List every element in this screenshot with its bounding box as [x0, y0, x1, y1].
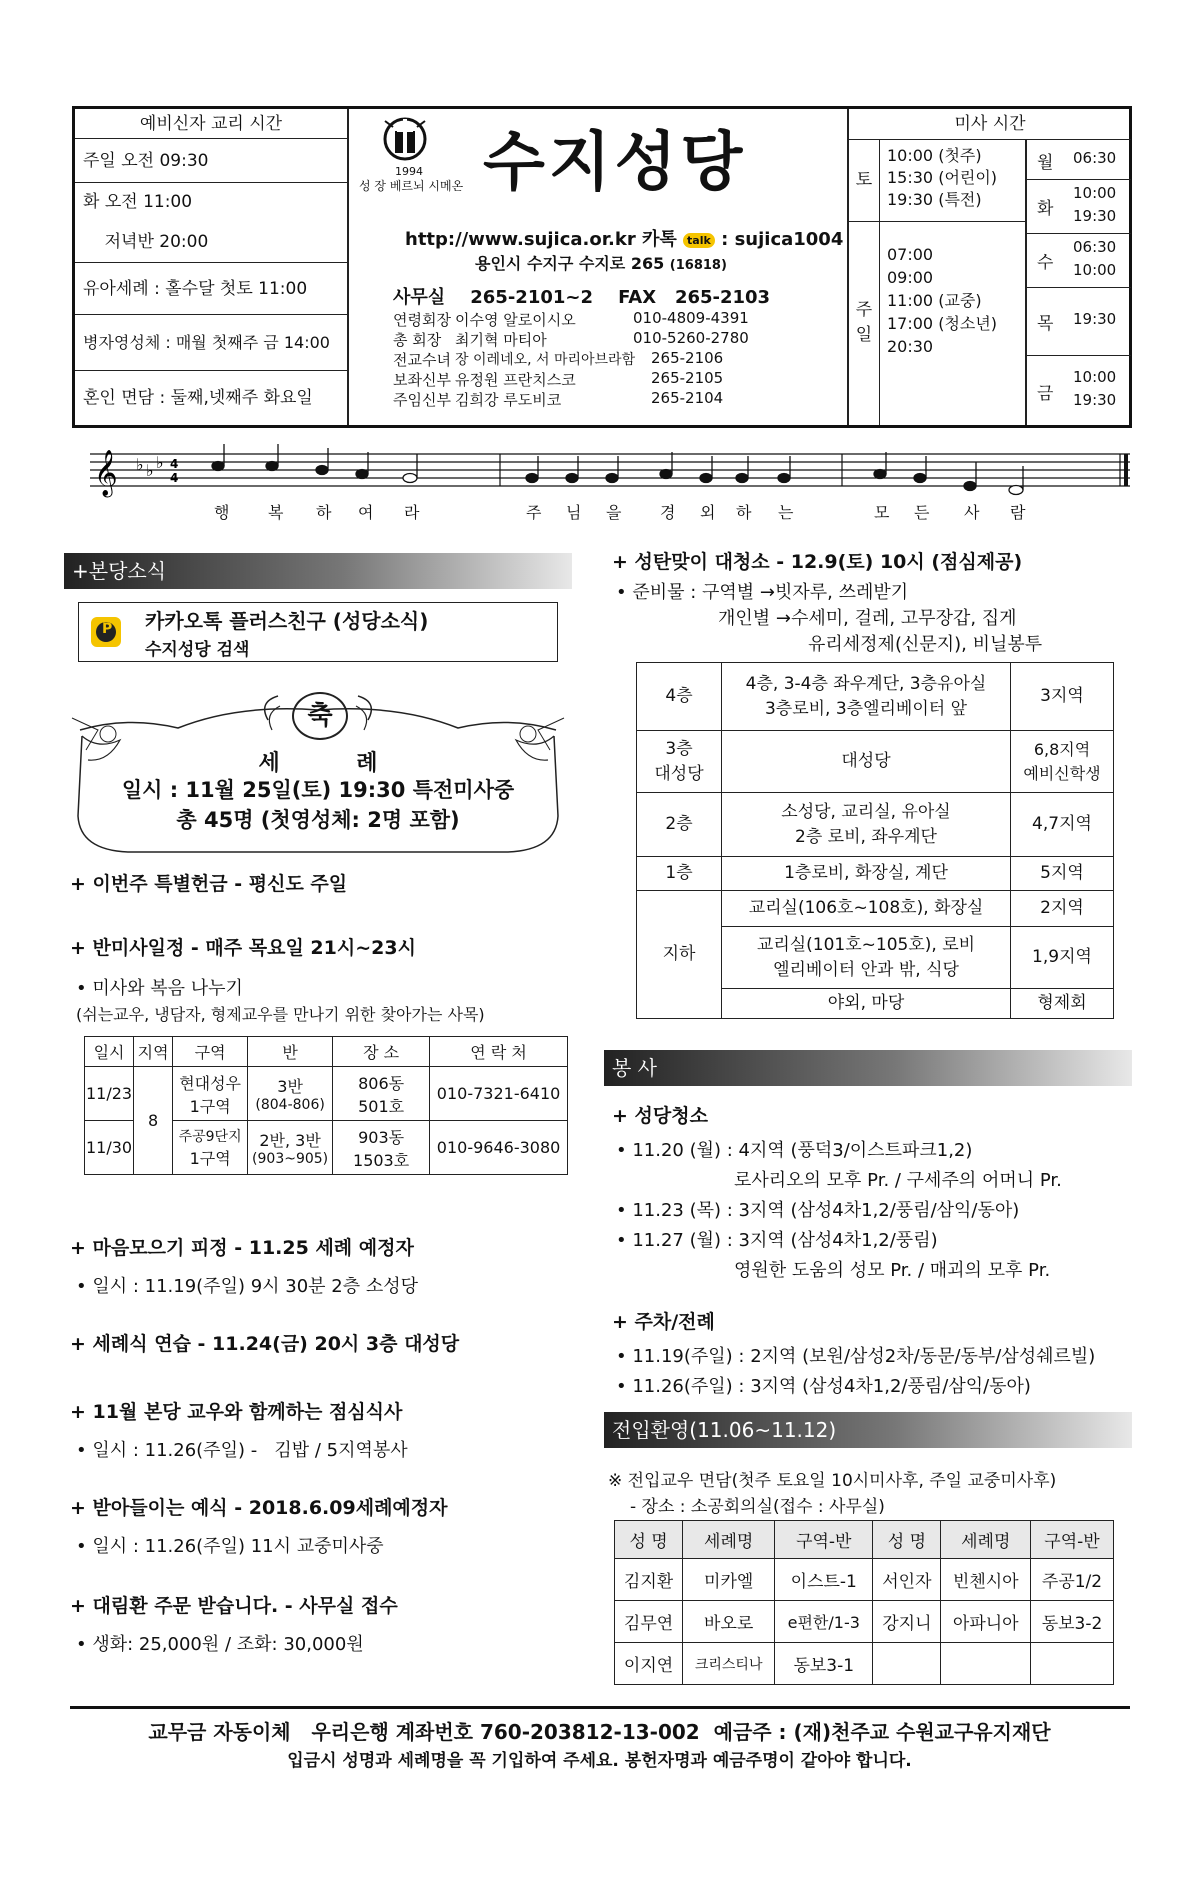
contact-name: 장 이레네오, 서 마리아브라함	[455, 352, 636, 368]
column-header: 반	[248, 1037, 333, 1067]
unit: 501호	[358, 1096, 405, 1116]
weekday-label: 화	[1037, 199, 1054, 219]
table-row	[637, 663, 1114, 731]
contact-row	[393, 309, 793, 329]
area-cell: 교리실(101호~105호), 로비 엘리베이터 안과 밖, 식당	[722, 927, 1011, 989]
date-cell: 11/23	[85, 1067, 134, 1121]
weekday-row	[1027, 287, 1131, 356]
lyric: 람	[1010, 503, 1026, 522]
baptism-date: 일시 : 11월 25일(토) 19:30 특전미사중	[121, 778, 515, 802]
mass-time: 15:30 (어린이)	[887, 168, 998, 187]
weekday-mass	[1027, 139, 1131, 425]
catechism-title: 예비신자 교리 시간	[75, 109, 347, 139]
contact-role: 전교수녀	[393, 351, 451, 369]
table-row	[637, 793, 1114, 857]
contact-row	[393, 329, 793, 349]
mass-time: 10:00 (첫주)	[887, 146, 982, 165]
lyric: 라	[404, 503, 420, 522]
cleaning-prep: • 준비물 : 구역별 →빗자루, 쓰레받기	[616, 582, 909, 603]
lyric: 을	[606, 503, 622, 522]
lyric: 여	[358, 503, 374, 522]
floor-cell: 3층 대성당	[637, 731, 722, 793]
section-welcome: 전입환영(11.06~11.12)	[604, 1412, 1132, 1448]
contact-web	[405, 225, 843, 251]
music-notation-icon	[90, 440, 1130, 502]
weekday-label: 수	[1037, 253, 1054, 273]
zone-cell	[173, 1121, 248, 1175]
svg-text:𝄞: 𝄞	[94, 450, 118, 496]
name-cell: 김지환	[615, 1559, 683, 1601]
mass-time: 10:00	[1073, 368, 1117, 386]
team-cell: 2지역	[1011, 891, 1114, 927]
half-mass-note: (쉬는교우, 냉담자, 형제교우를 만나기 위한 찾아가는 사목)	[76, 1005, 485, 1024]
mass-time: 19:30 (특전)	[887, 190, 982, 209]
contact-role: 보좌신부	[393, 371, 451, 389]
contact-cell: 010-9646-3080	[430, 1121, 568, 1175]
masthead	[72, 106, 1132, 428]
date-cell: 11/30	[85, 1121, 134, 1175]
mass-time: 17:00 (청소년)	[887, 314, 998, 333]
music-staff	[90, 440, 1130, 530]
news-item-title: + 받아들이는 예식 - 2018.6.09세례예정자	[70, 1497, 448, 1519]
address-text: 용인시 수지구 수지로 265	[475, 254, 665, 273]
celebration-badge: 축	[292, 692, 348, 740]
contact-role: 연령회장	[393, 311, 451, 329]
kakao-plus-friend-box[interactable]	[78, 602, 558, 662]
column-header: 구역-반	[775, 1521, 873, 1559]
area-cell: 1층로비, 화장실, 계단	[722, 857, 1011, 891]
contact-phone: 010-5260-2780	[633, 329, 749, 347]
table-row	[637, 857, 1114, 891]
svg-text:♭: ♭	[136, 455, 144, 474]
place-cell	[333, 1121, 430, 1175]
zone-sub: 1구역	[189, 1149, 231, 1168]
church-cleaning-title: + 성당청소	[612, 1105, 708, 1127]
column-header: 지역	[134, 1037, 173, 1067]
special-offering: + 이번주 특별헌금 - 평신도 주일	[70, 873, 348, 895]
name-cell: 이지연	[615, 1643, 683, 1685]
cleaning-title: + 성탄맞이 대청소 - 12.9(토) 10시 (점심제공)	[612, 551, 1023, 573]
weekday-row	[1027, 233, 1131, 288]
baptismal-name-cell: 미카엘	[683, 1559, 775, 1601]
half-mass-bullet: • 미사와 복음 나누기	[76, 978, 243, 999]
service-line: • 11.20 (월) : 4지역 (풍덕3/이스트파크1,2)	[616, 1140, 973, 1161]
table-row	[637, 731, 1114, 793]
contact-name: 김희강 루도비코	[455, 391, 562, 409]
weekday-label: 목	[1037, 314, 1054, 334]
service-line: • 11.23 (목) : 3지역 (삼성4차1,2/풍림/삼익/동아)	[616, 1200, 1020, 1221]
area-cell: 교리실(106호~108호), 화장실	[722, 891, 1011, 927]
mass-schedule	[847, 109, 1131, 425]
name-cell: 서인자	[873, 1559, 941, 1601]
kakao-talk-icon: talk	[683, 233, 715, 248]
contacts-list	[393, 309, 793, 409]
weekday-row	[1027, 355, 1131, 425]
mass-title: 미사 시간	[849, 109, 1131, 140]
welcome-location: - 장소 : 소공회의실(접수 : 사무실)	[630, 1497, 885, 1517]
section-parish-news: +본당소식	[64, 553, 572, 589]
news-item-title: + 세례식 연습 - 11.24(금) 20시 3층 대성당	[70, 1333, 460, 1355]
office-line	[393, 283, 770, 309]
news-item-detail: • 일시 : 11.26(주일) 11시 교중미사중	[76, 1536, 384, 1557]
district-cell: 이스트-1	[775, 1559, 873, 1601]
tithe-account: 교무금 자동이체 우리은행 계좌번호 760-203812-13-002 예금주 : (재)천주교 수원교구유지재단	[148, 1720, 1051, 1744]
ban-range: (804-806)	[255, 1097, 325, 1113]
sunday-times	[887, 243, 997, 358]
area-cell: 대성당	[722, 731, 1011, 793]
zone-name: 주공9단지	[178, 1129, 242, 1145]
fax-number: 265-2103	[674, 287, 771, 308]
baptism-banner	[68, 690, 568, 858]
team-cell: 6,8지역 예비신학생	[1011, 731, 1114, 793]
mass-time: 11:00 (교중)	[887, 291, 982, 310]
column-header: 성 명	[615, 1521, 683, 1559]
catechism-schedule	[75, 109, 349, 425]
weekend-mass	[849, 139, 1027, 425]
contact-name: 이수영 알로이시오	[455, 311, 576, 329]
column-header: 성 명	[873, 1521, 941, 1559]
area-cell: 야외, 마당	[722, 989, 1011, 1019]
lyric: 사	[964, 503, 980, 522]
column-header: 구역-반	[1031, 1521, 1114, 1559]
team-cell: 형제회	[1011, 989, 1114, 1019]
mass-time: 19:30	[1073, 391, 1117, 409]
contact-name: 유정원 프란치스코	[455, 371, 576, 389]
parking-line: • 11.19(주일) : 2지역 (보원/삼성2차/동문/동부/삼성쉐르빌)	[616, 1346, 1096, 1367]
team-cell: 3지역	[1011, 663, 1114, 731]
area-cell: 소성당, 교리실, 유아실 2층 로비, 좌우계단	[722, 793, 1011, 857]
contact-cell: 010-7321-6410	[430, 1067, 568, 1121]
contact-row	[393, 389, 793, 409]
building: 806동	[358, 1073, 405, 1093]
half-mass-table	[84, 1036, 568, 1175]
cleaning-prep: 개인별 →수세미, 걸레, 고무장갑, 집게	[718, 608, 1017, 629]
ban-range: (903~905)	[252, 1151, 329, 1167]
lyric: 하	[316, 503, 332, 522]
kakao-box-title: 카카오톡 플러스친구 (성당소식)	[145, 609, 429, 633]
news-item-title: + 대림환 주문 받습니다. - 사무실 접수	[70, 1595, 398, 1617]
zone-sub: 1구역	[189, 1096, 231, 1116]
name-cell: 김무연	[615, 1601, 683, 1643]
office-label: 사무실	[393, 287, 446, 308]
table-row	[637, 891, 1114, 927]
footer-divider	[70, 1706, 1130, 1709]
district-cell: 동보3-1	[775, 1643, 873, 1685]
zone-name: 현대성우	[179, 1073, 242, 1093]
team-cell: 4,7지역	[1011, 793, 1114, 857]
place-cell	[333, 1067, 430, 1121]
column-header: 구역	[173, 1037, 248, 1067]
weekday-label: 월	[1037, 153, 1054, 173]
ban-name: 3반	[277, 1077, 303, 1096]
lyric: 경	[660, 503, 676, 522]
table-row	[615, 1559, 1114, 1601]
news-item-title: + 마음모으기 피정 - 11.25 세례 예정자	[70, 1237, 414, 1259]
floor-cell: 2층	[637, 793, 722, 857]
district-cell: 주공1/2	[1031, 1559, 1114, 1601]
column-header: 세례명	[683, 1521, 775, 1559]
baptismal-name-cell: 아파니아	[941, 1601, 1031, 1643]
parking-title: + 주차/전례	[612, 1311, 715, 1333]
svg-text:4: 4	[170, 457, 179, 471]
district-cell: 동보3-2	[1031, 1601, 1114, 1643]
postal-code: (16818)	[669, 258, 727, 273]
kakao-plus-icon: P	[91, 617, 121, 647]
baptism-title: 세 례	[258, 751, 378, 776]
lyric: 님	[566, 503, 582, 522]
table-row	[85, 1067, 568, 1121]
contact-phone: 010-4809-4391	[633, 309, 749, 327]
mass-time: 06:30	[1073, 149, 1117, 167]
logo-year: 1994	[395, 165, 423, 178]
baptismal-name-cell: 바오로	[683, 1601, 775, 1643]
contact-phone: 265-2105	[651, 369, 724, 387]
baptismal-name-cell: 크리스티나	[683, 1643, 775, 1685]
floor-cell: 1층	[637, 857, 722, 891]
lyric: 주	[526, 503, 542, 522]
service-line: 로사리오의 모후 Pr. / 구세주의 어머니 Pr.	[734, 1170, 1062, 1191]
lyric: 하	[736, 503, 752, 522]
kakao-id: : sujica1004	[721, 229, 844, 250]
catechism-row: 화 오전 11:00	[83, 192, 193, 212]
team-cell: 1,9지역	[1011, 927, 1114, 989]
district-cell	[1031, 1643, 1114, 1685]
lyric: 행	[214, 503, 230, 522]
mass-time: 07:00	[887, 245, 934, 264]
kakao-box-subtitle: 수지성당 검색	[145, 640, 250, 660]
team-cell: 5지역	[1011, 857, 1114, 891]
office-phone: 265-2101~2	[470, 287, 593, 308]
lyrics	[90, 500, 1130, 524]
contact-role: 총 회장	[393, 331, 442, 349]
district-cell: e편한/1-3	[775, 1601, 873, 1643]
sick-communion-row: 병자영성체 : 매월 첫째주 금 14:00	[75, 315, 347, 371]
catechism-row: 주일 오전 09:30	[75, 139, 347, 183]
building: 903동	[358, 1127, 405, 1147]
contact-phone: 265-2106	[651, 349, 724, 367]
mass-time: 10:00	[1073, 184, 1117, 202]
weekday-row	[1027, 139, 1131, 180]
ban-name: 2반, 3반	[259, 1131, 321, 1150]
name-cell	[873, 1643, 941, 1685]
mass-time: 10:00	[1073, 261, 1117, 279]
mass-time: 09:00	[887, 268, 934, 287]
ban-cell	[248, 1121, 333, 1175]
svg-text:4: 4	[170, 471, 179, 485]
parish-name: 수지성당	[483, 126, 747, 200]
table-header-row	[85, 1037, 568, 1067]
contact-name: 최기혁 마티아	[455, 331, 547, 349]
mass-time: 19:30	[1073, 310, 1117, 328]
unit: 1503호	[353, 1150, 410, 1170]
floor-cell: 지하	[637, 891, 722, 1019]
contact-role: 주임신부	[393, 391, 451, 409]
column-header: 일시	[85, 1037, 134, 1067]
ban-cell	[248, 1067, 333, 1121]
table-header-row	[615, 1521, 1114, 1559]
logo-caption: 성 장 베르뇌 시메온	[359, 179, 464, 193]
news-item-title: + 11월 본당 교우와 함께하는 점심식사	[70, 1401, 403, 1423]
area-cell: 4층, 3-4층 좌우계단, 3층유아실 3층로비, 3층엘리베이터 앞	[722, 663, 1011, 731]
cleaning-table	[636, 662, 1114, 1019]
saturday-label: 토	[849, 139, 880, 221]
parish-logo	[359, 113, 464, 203]
district-cell: 8	[134, 1067, 173, 1175]
column-header: 세례명	[941, 1521, 1031, 1559]
svg-text:♭: ♭	[156, 453, 164, 472]
svg-text:♭: ♭	[146, 461, 154, 480]
service-line: 영원한 도움의 성모 Pr. / 매괴의 모후 Pr.	[734, 1260, 1051, 1281]
baptism-count: 총 45명 (첫영성체: 2명 포함)	[176, 808, 460, 832]
column-header: 장 소	[333, 1037, 430, 1067]
half-mass-title: + 반미사일정 - 매주 목요일 21시~23시	[70, 937, 416, 959]
lyric: 는	[778, 503, 794, 522]
news-item-detail: • 생화: 25,000원 / 조화: 30,000원	[76, 1634, 364, 1655]
fax-label: FAX	[618, 287, 657, 308]
catechism-row: 저녁반 20:00	[75, 221, 347, 263]
deposit-notice: 입금시 성명과 세례명을 꼭 기입하여 주세요. 봉헌자명과 예금주명이 같아야 합니다.	[287, 1751, 912, 1771]
lyric: 든	[914, 503, 930, 522]
baptismal-name-cell: 빈첸시아	[941, 1559, 1031, 1601]
parking-line: • 11.26(주일) : 3지역 (삼성4차1,2/풍림/삼익/동아)	[616, 1376, 1031, 1397]
saturday-times	[887, 145, 997, 211]
infant-baptism-row: 유아세례 : 홀수달 첫토 11:00	[75, 263, 347, 315]
contact-row	[393, 349, 793, 369]
news-item-detail: • 일시 : 11.26(주일) - 김밥 / 5지역봉사	[76, 1440, 408, 1461]
floor-cell: 4층	[637, 663, 722, 731]
mass-time: 06:30	[1073, 238, 1117, 256]
service-line: • 11.27 (월) : 3지역 (삼성4차1,2/풍림)	[616, 1230, 938, 1251]
welcome-note: ※ 전입교우 면담(첫주 토요일 10시미사후, 주일 교중미사후)	[608, 1471, 1057, 1491]
weekday-row	[1027, 179, 1131, 234]
website-link[interactable]: http://www.sujica.or.kr 카톡	[405, 229, 677, 250]
welcome-table	[614, 1520, 1114, 1685]
address	[475, 251, 727, 274]
marriage-row: 혼인 면담 : 둘째,넷째주 화요일	[83, 388, 313, 408]
table-row	[615, 1601, 1114, 1643]
news-item-detail: • 일시 : 11.19(주일) 9시 30분 2층 소성당	[76, 1276, 418, 1297]
baptismal-name-cell	[941, 1643, 1031, 1685]
zone-cell	[173, 1067, 248, 1121]
mass-time: 20:30	[887, 337, 934, 356]
sunday-label: 주 일	[849, 221, 880, 425]
name-cell: 강지니	[873, 1601, 941, 1643]
lyric: 외	[700, 503, 716, 522]
contact-row	[393, 369, 793, 389]
table-row	[615, 1643, 1114, 1685]
weekday-label: 금	[1037, 384, 1054, 404]
cleaning-prep: 유리세정제(신문지), 비닐봉투	[808, 634, 1043, 655]
lyric: 복	[268, 503, 284, 522]
contact-phone: 265-2104	[651, 389, 724, 407]
lyric: 모	[874, 503, 890, 522]
column-header: 연 락 처	[430, 1037, 568, 1067]
section-service: 봉 사	[604, 1050, 1132, 1086]
mass-time: 19:30	[1073, 207, 1117, 225]
